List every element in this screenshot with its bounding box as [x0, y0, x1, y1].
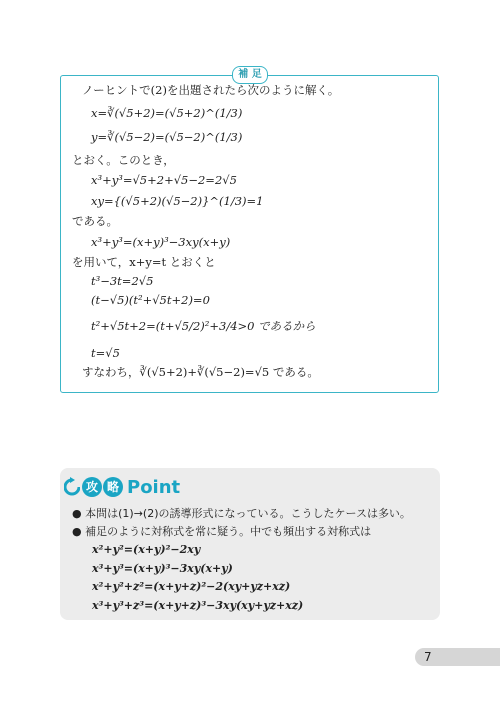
- bullet-dot-icon: ●: [72, 525, 82, 538]
- formula-3: x²+y²+z²=(x+y+z)²−2(xy+yz+xz): [92, 580, 291, 593]
- kou-badge: 攻: [82, 477, 102, 497]
- formula-1: x²+y²=(x+y)²−2xy: [92, 543, 201, 556]
- ryaku-badge: 略: [103, 477, 123, 497]
- hosoku-line-4: とおく。このとき，: [72, 153, 175, 167]
- hosoku-line-13: t=√5: [91, 346, 120, 360]
- hosoku-line-8: x³+y³=(x+y)³−3xy(x+y): [91, 235, 231, 249]
- circular-arrow-icon: [64, 477, 80, 497]
- hosoku-line-14: すなわち，∛(√5+2)+∛(√5−2)=√5 である。: [82, 365, 319, 379]
- bullet-1: [72, 505, 411, 521]
- hosoku-line-7: である。: [72, 214, 118, 228]
- hosoku-line-11: (t−√5)(t²+√5t+2)=0: [91, 293, 210, 307]
- page-number: 7: [424, 650, 432, 664]
- hosoku-line-6: xy={(√5+2)(√5−2)}^(1/3)=1: [91, 194, 264, 208]
- hosoku-line-10: t³−3t=2√5: [91, 274, 154, 288]
- bullet-dot-icon: ●: [72, 507, 82, 520]
- hosoku-line-5: x³+y³=√5+2+√5−2=2√5: [91, 173, 237, 187]
- point-header: [64, 474, 180, 500]
- hosoku-line-1: ノーヒントで(2)を出題されたら次のように解く。: [82, 83, 340, 97]
- hosoku-line-3: y=∛(√5−2)=(√5−2)^(1/3): [91, 130, 243, 144]
- hosoku-line-12: t²+√5t+2=(t+√5/2)²+3/4>0 であるから: [91, 319, 316, 333]
- formula-4: x³+y³+z³=(x+y+z)³−3xy(xy+yz+xz): [92, 599, 304, 612]
- bullet-1-text: 本問は(1)→(2)の誘導形式になっている。こうしたケースは多い。: [85, 507, 411, 520]
- bullet-2: [72, 523, 371, 539]
- point-title: Point: [127, 476, 181, 498]
- hosoku-line-9: を用いて，x+y=t とおくと: [72, 255, 216, 269]
- formula-2: x³+y³=(x+y)³−3xy(x+y): [92, 562, 233, 575]
- hosoku-tag: 補 足: [232, 66, 268, 84]
- bullet-2-text: 補足のように対称式を常に疑う。中でも頻出する対称式は: [85, 525, 372, 538]
- hosoku-line-2: x=∛(√5+2)=(√5+2)^(1/3): [91, 106, 243, 120]
